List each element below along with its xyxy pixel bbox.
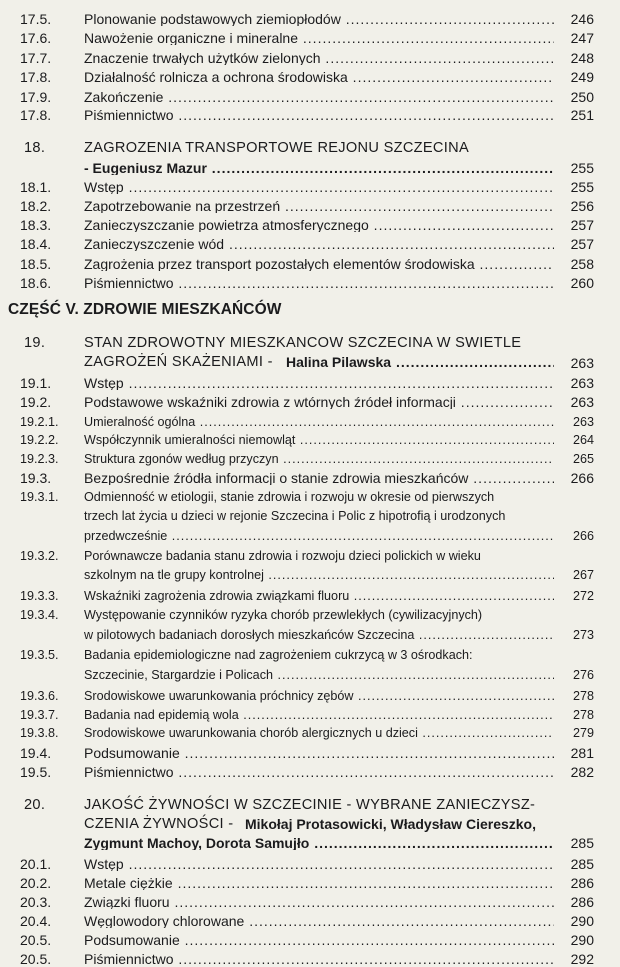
entry-page: 290: [570, 913, 594, 929]
entry-page: 276: [572, 668, 594, 682]
entry-number: 18.4.: [20, 236, 52, 252]
entry-number: 19.3.7.: [20, 708, 59, 722]
chapter-author: Mikołaj Protasowicki, Władysław Ciereszko,: [245, 816, 536, 832]
entry-title: Metale ciężkie .....: [84, 876, 554, 890]
entry-page: 255: [570, 160, 594, 176]
entry-number: 20.5.: [20, 932, 52, 948]
entry-title: Związki fluoru .....: [84, 895, 554, 909]
entry-title: Badania epidemiologiczne nad zagrożeniem cukrzycą w 3 ośrodkach:: [84, 648, 473, 662]
entry-title: Występowanie czynników ryzyka chorób przewlekłych (cywilizacyjnych): [84, 608, 483, 622]
entry-title: Piśmiennictwo .....: [84, 952, 554, 966]
entry-number: 20.4.: [20, 913, 52, 929]
entry-number: 19.2.3.: [20, 452, 59, 466]
entry-number: 19.2.: [20, 394, 52, 410]
entry-number: 19.2.1.: [20, 415, 59, 429]
entry-number: 19.5.: [20, 764, 52, 780]
entry-page: 247: [570, 30, 594, 46]
chapter-author: Halina Pilawska .....: [286, 355, 554, 369]
chapter-number: 20.: [24, 797, 46, 813]
entry-number: 17.5.: [20, 11, 52, 27]
entry-title-continued: szkolnym na tle grupy kontrolnej .....: [84, 569, 554, 582]
entry-page: 260: [570, 275, 594, 291]
entry-number: 19.3.2.: [20, 549, 59, 563]
entry-title-continued: w pilotowych badaniach dorosłych mieszkańców Szczecina .....: [84, 629, 554, 642]
chapter-number: 19.: [24, 335, 46, 351]
entry-page: 292: [570, 951, 594, 967]
chapter-title: JAKOŚĆ ŻYWNOŚCI W SZCZECINIE - WYBRANE ZANIECZYSZ-: [84, 797, 536, 813]
entry-page: 256: [570, 198, 594, 214]
entry-page: 278: [572, 689, 594, 703]
entry-page: 282: [570, 764, 594, 780]
entry-page: 263: [570, 355, 594, 371]
entry-page: 281: [570, 745, 594, 761]
entry-page: 266: [572, 529, 594, 543]
entry-page: 246: [570, 11, 594, 27]
entry-number: 19.3.1.: [20, 490, 59, 504]
entry-page: 264: [572, 433, 594, 447]
entry-number: 18.6.: [20, 275, 52, 291]
entry-number: 19.3.: [20, 470, 52, 486]
entry-title: Wstęp .....: [84, 857, 554, 871]
chapter-title-continued: ZAGROŻEŃ SKAŻENIAMI -: [84, 354, 273, 370]
entry-number: 17.8.: [20, 69, 52, 85]
entry-number: 20.1.: [20, 856, 52, 872]
chapter-author: - Eugeniusz Mazur .....: [84, 161, 554, 175]
entry-title: Środowiskowe uwarunkowania próchnicy zębów .....: [84, 690, 554, 703]
entry-title: Nawożenie organiczne i mineralne .....: [84, 31, 554, 45]
entry-title: Badania nad epidemią wola .....: [84, 709, 554, 722]
entry-page: 248: [570, 50, 594, 66]
entry-number: 19.3.3.: [20, 589, 59, 603]
entry-number: 17.9.: [20, 89, 52, 105]
entry-title: Zakończenie .....: [84, 90, 554, 104]
entry-number: 18.1.: [20, 179, 52, 195]
entry-title: Podstawowe wskaźniki zdrowia z wtórnych źródeł informacji .....: [84, 395, 554, 409]
entry-title: Współczynnik umieralności niemowląt .....: [84, 434, 554, 447]
entry-number: 17.7.: [20, 50, 52, 66]
entry-title: Wstęp .....: [84, 180, 554, 194]
entry-title: Podsumowanie .....: [84, 933, 554, 947]
entry-page: 249: [570, 69, 594, 85]
entry-title: Wskaźniki zagrożenia zdrowia związkami fluoru .....: [84, 590, 554, 603]
entry-page: 278: [572, 708, 594, 722]
entry-title: Bezpośrednie źródła informacji o stanie zdrowia mieszkańców .....: [84, 471, 554, 485]
entry-page: 263: [570, 394, 594, 410]
entry-title: Piśmiennictwo .....: [84, 276, 554, 290]
entry-title: Wstęp .....: [84, 376, 554, 390]
entry-number: 19.3.8.: [20, 726, 59, 740]
entry-page: 257: [570, 236, 594, 252]
entry-title: Działalność rolnicza a ochrona środowiska .....: [84, 70, 554, 84]
chapter-title-continued: CZENIA ŻYWNOŚCI -: [84, 816, 234, 832]
entry-title-continued: trzech lat życia u dzieci w rejonie Szczecina i Polic z hipotrofią i urodzonych: [84, 509, 506, 523]
entry-page: 257: [570, 217, 594, 233]
entry-number: 18.3.: [20, 217, 52, 233]
entry-title: Zanieczyszczanie powietrza atmosferycznego .....: [84, 218, 554, 232]
entry-title: Podsumowanie .....: [84, 746, 554, 760]
entry-page: 251: [570, 107, 594, 123]
entry-number: 19.1.: [20, 375, 52, 391]
entry-number: 19.3.6.: [20, 689, 59, 703]
entry-title: Zanieczyszczenie wód .....: [84, 237, 554, 251]
entry-title: Węglowodory chlorowane .....: [84, 914, 554, 928]
entry-number: 20.5.: [20, 951, 52, 967]
entry-number: 17.8.: [20, 107, 52, 123]
chapter-number: 18.: [24, 140, 46, 156]
entry-number: 20.3.: [20, 894, 52, 910]
entry-number: 17.6.: [20, 30, 52, 46]
entry-title: Porównawcze badania stanu zdrowia i rozwoju dzieci polickich w wieku: [84, 549, 481, 563]
entry-title: Zapotrzebowanie na przestrzeń .....: [84, 199, 554, 213]
entry-number: 18.5.: [20, 256, 52, 272]
entry-page: 258: [570, 256, 594, 272]
entry-page: 267: [572, 568, 594, 582]
entry-number: 18.2.: [20, 198, 52, 214]
chapter-title: ZAGROŻENIA TRANSPORTOWE REJONU SZCZECINA: [84, 141, 469, 156]
entry-page: 286: [570, 875, 594, 891]
entry-number: 19.3.5.: [20, 648, 59, 662]
entry-page: 290: [570, 932, 594, 948]
entry-title: Struktura zgonów według przyczyn .....: [84, 453, 554, 466]
entry-title: Środowiskowe uwarunkowania chorób alergicznych u dzieci .....: [84, 727, 554, 740]
entry-page: 273: [572, 628, 594, 642]
entry-page: 266: [570, 470, 594, 486]
entry-title: Zagrożenia przez transport pozostałych elementów środowiska .....: [84, 257, 554, 271]
entry-number: 19.3.4.: [20, 608, 59, 622]
entry-page: 255: [570, 179, 594, 195]
entry-title: Odmienność w etiologii, stanie zdrowia i rozwoju w okresie od pierwszych: [84, 490, 495, 504]
entry-page: 286: [570, 894, 594, 910]
entry-page: 272: [572, 589, 594, 603]
entry-title: Piśmiennictwo .....: [84, 765, 554, 779]
entry-page: 265: [572, 452, 594, 466]
entry-title: Plonowanie podstawowych ziemiopłodów .....: [84, 12, 554, 26]
entry-page: 263: [570, 375, 594, 391]
entry-number: 19.2.2.: [20, 433, 59, 447]
entry-number: 19.4.: [20, 745, 52, 761]
entry-page: 263: [572, 415, 594, 429]
entry-title: Znaczenie trwałych użytków zielonych .....: [84, 51, 554, 65]
part-heading: CZĘŚĆ V. ZDROWIE MIESZKAŃCÓW: [8, 301, 282, 318]
entry-title: Umieralność ogólna .....: [84, 416, 554, 429]
chapter-title: STAN ZDROWOTNY MIESZKAŃCÓW SZCZECINA W ŚWIETLE: [84, 336, 522, 351]
entry-title-continued: przedwcześnie .....: [84, 530, 554, 543]
entry-page: 279: [572, 726, 594, 740]
entry-number: 20.2.: [20, 875, 52, 891]
entry-title-continued: Szczecinie, Stargardzie i Policach .....: [84, 669, 554, 682]
entry-page: 285: [570, 856, 594, 872]
entry-title: Piśmiennictwo .....: [84, 108, 554, 122]
entry-page: 285: [570, 835, 594, 851]
entry-page: 250: [570, 89, 594, 105]
chapter-author-continued: Zygmunt Machoy, Dorota Samujło .....: [84, 836, 554, 850]
